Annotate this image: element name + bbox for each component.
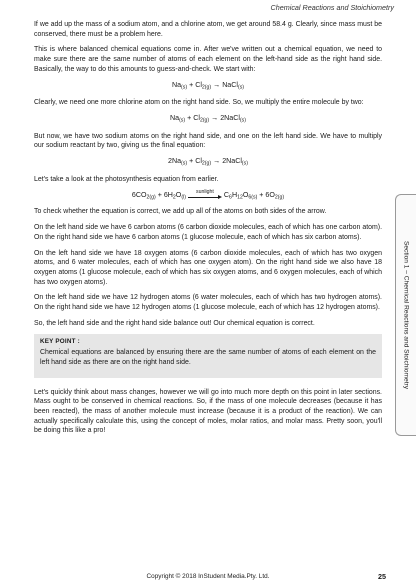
equation-unbalanced: $Na_{(s)} + Cl_{2(g)}$ → NaCl$_{(s)}$ [171, 80, 245, 91]
section-side-tab [395, 194, 416, 436]
paragraph: So, the left hand side and the right hand side balance out! Our chemical equation is correct. [34, 319, 315, 327]
reaction-arrow [188, 189, 222, 199]
equation-step-two: $Na_{(s)} + Cl_{2(g)}$ → 2NaCl$_{(s)}$ [170, 113, 246, 124]
main-content [34, 20, 382, 442]
paragraph: But now, we have two sodium atoms on the right hand side, and one on the left hand side. We have to multiply our sodium reactant by two, giving us the final equation: [34, 132, 382, 150]
arrow-right-icon [188, 195, 222, 199]
section-side-label: Section 1 – Chemical Reactions and Stoichiometry [402, 240, 410, 390]
equation-balanced: $2Na_{(s)} + Cl_{2(g)}$ → 2NaCl$_{(s)}$ [168, 157, 248, 167]
running-header: Chemical Reactions and Stoichiometry [270, 3, 394, 12]
photosynthesis-equation: $6CO_{2(g)} + 6H_2O_{(l)}$ sunlight $C_6H_{12}O_{6(s)} + 6O_{2(g)}$ [131, 189, 285, 201]
paragraph: On the left hand side we have 12 hydrogen atoms (6 water molecules, each of which has two hydrogen atoms). On the right hand side we have 12 hydrogen atoms (1 glucose molecule, each of which has 12 hydrogen atoms). [34, 294, 382, 312]
key-point-body: Chemical equations are balanced by ensuring there are the same number of atoms of each element on the left hand side as there are on the right hand side. [40, 349, 376, 366]
arrow-label: sunlight [195, 189, 214, 196]
paragraph: This is where balanced chemical equations come in. After we've written out a chemical equation, we need to make sure there are the same number of atoms of each element on the left-hand side as the right hand side. Basically, the way to do this amounts to guess-and-check. We start with: [34, 46, 382, 73]
key-point-title: KEY POINT : [40, 338, 80, 346]
paragraph: On the left hand side we have 6 carbon atoms (6 carbon dioxide molecules, each of which has one carbon atom). On the right hand side we have 6 carbon atoms (1 glucose molecule, each of which has six carbon atoms). [34, 224, 382, 241]
page-number: 25 [378, 572, 386, 581]
paragraph: To check whether the equation is correct, we add up all of the atoms on both sides of the arrow. [34, 208, 327, 216]
key-point-box [34, 334, 382, 377]
paragraph: Let's quickly think about mass changes, however we will go into much more depth on this point in later sections. Mass ought to be conserved in chemical reactions. So, if the mass of one molecule decreases (because it has been reacted), the mass of another molecule must increase (because it is a product of the reaction). We can actually specifically calculate this, using the concept of moles, molar ratios, and molar mass. Pretty soon, you'll be doing this like a pro! [34, 388, 382, 435]
paragraph: Clearly, we need one more chlorine atom on the right hand side. So, we multiply the entire molecule by two: [34, 99, 364, 107]
paragraph: If we add up the mass of a sodium atom, and a chlorine atom, we get around 58.4 g. Clearly, since mass must be conserved, there must be a problem here. [34, 21, 382, 38]
paragraph: On the left hand side we have 18 oxygen atoms (6 carbon dioxide molecules, each of which has two oxygen atoms, and 6 water molecules, each of which has one oxygen atom). On the right hand side we also have 18 oxygen atoms (1 glucose molecule, each of which has six oxygen atoms, and 6 oxygen molecules, each of which has two oxygen atoms). [34, 249, 382, 286]
footer-copyright: Copyright © 2018 InStudent Media.Pty. Ltd. [146, 573, 270, 580]
paragraph: Let's take a look at the photosynthesis equation from earlier. [34, 175, 219, 183]
